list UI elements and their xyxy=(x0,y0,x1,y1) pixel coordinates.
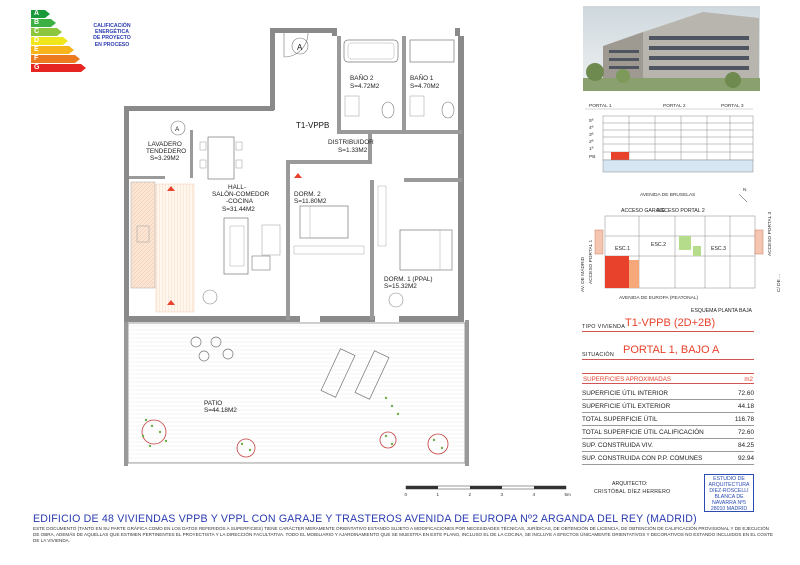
entrance-door-letter: A xyxy=(297,43,303,52)
room-name: SALÓN-COMEDOR xyxy=(212,191,270,198)
unit-title: T1-VPPB xyxy=(296,121,330,130)
room-area: S=4.72m2 xyxy=(350,83,380,90)
area-label: SUP. CONSTRUIDA VIV. xyxy=(582,442,654,449)
sofa xyxy=(224,218,248,274)
situation-value: PORTAL 1, BAJO A xyxy=(623,344,720,356)
laundry-letter: A xyxy=(175,126,180,133)
area-value: 92.94 xyxy=(738,455,754,462)
studio-stamp: ESTUDIO DE ARQUITECTURA DIEZ-ROSCELLI BLANCA DE NAVARRA Nº5 28010 MADRID xyxy=(704,474,754,512)
room-name: -COCINA xyxy=(226,198,253,205)
scale-tick-label: 0 xyxy=(404,492,408,497)
ventilation-marker xyxy=(294,173,302,178)
floor-label: 5ª xyxy=(589,119,594,124)
area-row xyxy=(582,413,754,426)
areas-title: SUPERFICIES APROXIMADAS xyxy=(583,376,672,383)
stair-label: ESC.2 xyxy=(651,242,666,248)
stair-label: ESC.1 xyxy=(615,246,630,252)
unit-highlight-plan xyxy=(605,256,629,288)
energy-grade-letter: D xyxy=(34,36,40,44)
area-label: SUP. CONSTRUIDA CON P.P. COMUNES xyxy=(582,455,703,462)
areas-unit: m2 xyxy=(744,376,753,383)
building-rendering xyxy=(583,6,760,91)
street-label: AV. DE MADRID xyxy=(581,256,586,292)
bathtub-icon xyxy=(344,40,398,62)
room-name: PATIO xyxy=(204,400,223,407)
area-value: 84.25 xyxy=(738,442,754,449)
area-row xyxy=(582,387,754,400)
room-name: DORM. 1 (PPAL) xyxy=(384,276,433,283)
floor-label: 4ª xyxy=(589,126,594,131)
unit-highlight-elevation xyxy=(611,152,629,160)
divider xyxy=(582,359,754,360)
room-area: S=4.70m2 xyxy=(410,83,440,90)
area-label: TOTAL SUPERFICIE ÚTIL CALIFICACIÓN xyxy=(582,429,704,436)
stair-label: ESC.3 xyxy=(711,246,726,252)
room-name: HALL- xyxy=(228,184,247,191)
room-area: S=3.29m2 xyxy=(150,155,180,162)
energy-grade-letter: B xyxy=(34,18,40,26)
area-row xyxy=(582,439,754,452)
area-label: SUPERFICIE ÚTIL EXTERIOR xyxy=(582,403,671,410)
floor-label: 2ª xyxy=(589,140,594,145)
floor-label: PB xyxy=(589,155,596,160)
energy-grade-letter: A xyxy=(34,10,40,17)
area-value: 72.60 xyxy=(738,429,754,436)
energy-grade-letter: F xyxy=(34,54,39,62)
bed-dorm-2 xyxy=(300,206,348,238)
energy-grade-letter: G xyxy=(34,63,40,71)
architect-name: CRISTÓBAL DÍEZ HERRERO xyxy=(594,489,671,495)
energy-rating-note: CALIFICACIÓN ENERGÉTICA DE PROYECTO EN PROCESO xyxy=(93,23,131,48)
kitchen-floor xyxy=(156,184,194,312)
room-area: S=44.18m2 xyxy=(204,407,237,414)
tv-unit xyxy=(262,225,280,255)
type-caption: TIPO VIVIENDA xyxy=(582,324,626,330)
energy-grade-letter: E xyxy=(34,45,39,53)
portal-label: PORTAL 3 xyxy=(721,104,744,109)
scale-tick-label: 5m xyxy=(564,492,571,497)
street-label: C/ DE ... xyxy=(777,273,782,292)
area-row xyxy=(582,452,754,465)
room-name: DISTRIBUIDOR xyxy=(328,139,374,146)
area-label: SUPERFICIE ÚTIL INTERIOR xyxy=(582,390,669,397)
room-area: S=11.80m2 xyxy=(294,198,327,205)
area-label: TOTAL SUPERFICIE ÚTIL xyxy=(582,416,658,423)
type-value: T1-VPPB (2D+2B) xyxy=(625,317,716,329)
portal-label: PORTAL 2 xyxy=(663,104,686,109)
dining-table xyxy=(208,137,234,179)
access-portal3-label: ACCESO PORTAL 3 xyxy=(768,211,773,256)
kitchen-counter xyxy=(131,182,155,288)
access-garage-label: ACCESO GARAJE xyxy=(621,208,666,214)
scale-tick-label: 2 xyxy=(468,492,472,497)
area-value: 116.78 xyxy=(734,416,754,423)
situation-caption: SITUACIÓN xyxy=(582,352,615,358)
north-label: N xyxy=(743,188,747,193)
street-label: AVENIDA DE EUROPA (PEATONAL) xyxy=(619,296,699,301)
building-schematic xyxy=(575,96,785,318)
areas-header xyxy=(582,373,754,384)
room-area: S=1.33m2 xyxy=(338,147,368,154)
bed-dorm-1 xyxy=(400,230,452,270)
floor-label: 1ª xyxy=(589,147,594,152)
divider xyxy=(582,331,754,332)
scale-tick-label: 4 xyxy=(532,492,536,497)
schematic-caption: ESQUEMA PLANTA BAJA xyxy=(691,308,753,314)
architect-label: ARQUITECTO: xyxy=(612,481,648,487)
scale-bar xyxy=(404,484,570,500)
toilet-icon xyxy=(442,102,454,118)
street-label: AVENIDA DE BRUSELAS xyxy=(640,193,696,198)
room-area: S=31.44m2 xyxy=(222,206,255,213)
wardrobe xyxy=(294,246,364,254)
room-name: BAÑO 1 xyxy=(410,75,434,82)
scale-tick-label: 1 xyxy=(436,492,440,497)
coffee-table xyxy=(252,256,270,270)
room-name: BAÑO 2 xyxy=(350,75,374,82)
toilet-icon xyxy=(382,102,394,118)
area-value: 72.60 xyxy=(738,390,754,397)
room-name: TENDEDERO xyxy=(146,148,187,155)
legal-disclaimer: ESTE DOCUMENTO (TANTO EN SU PARTE GRÁFICA COMO EN LOS DATOS REFERIDOS A SUPERFICIES) TIENE CARÁCTER MERAMENTE ORIENTATIVO ESTANDO SUJETO A MODIFICACIONES POR NECESIDADES TÉCNICAS, JURÍDICAS, DE OBTENCIÓN DE LICENCIA, DE OBTENCIÓN DE CALIFICACIÓN PROVISIONAL Y DE EJECUCIÓN DE OBRA, ADEMÁS DE AQUELLAS QUE ESTIMEN PERTINENTES EL PROYECTISTA Y LA DIRECCIÓN FACULTATIVA. TODO EL MOBILIARIO Y AJARDINAMIENTO QUE SE MUESTRA EN ESTE PLANO, INCLUSO EL DE LA COCINA, SE INCLUYE A EFECTOS ÚNICAMENTE ORIENTATIVOS Y DECORATIVOS NO ESTANDO INCLUIDOS EN EL COSTE DE LA VIVIENDA. xyxy=(33,526,773,543)
shower-tray-icon xyxy=(410,40,454,62)
patio-area xyxy=(128,323,465,463)
room-name: DORM. 2 xyxy=(294,191,321,198)
area-row xyxy=(582,400,754,413)
portal-label: PORTAL 1 xyxy=(589,104,612,109)
room-area: S=15.32m2 xyxy=(384,283,417,290)
area-value: 44.18 xyxy=(738,403,754,410)
access-portal2-label: ACCESO PORTAL 2 xyxy=(657,208,705,214)
energy-grade-letter: C xyxy=(34,27,40,35)
floor-label: 3ª xyxy=(589,133,594,138)
scale-tick-label: 3 xyxy=(500,492,504,497)
room-name: LAVADERO xyxy=(148,141,182,148)
area-row xyxy=(582,426,754,439)
project-title: EDIFICIO DE 48 VIVIENDAS VPPB Y VPPL CON GARAJE Y TRASTEROS AVENIDA DE EUROPA Nº2 ARGANDA DEL REY (MADRID) xyxy=(33,513,697,525)
access-portal1-label: ACCESO PORTAL 1 xyxy=(589,239,594,284)
